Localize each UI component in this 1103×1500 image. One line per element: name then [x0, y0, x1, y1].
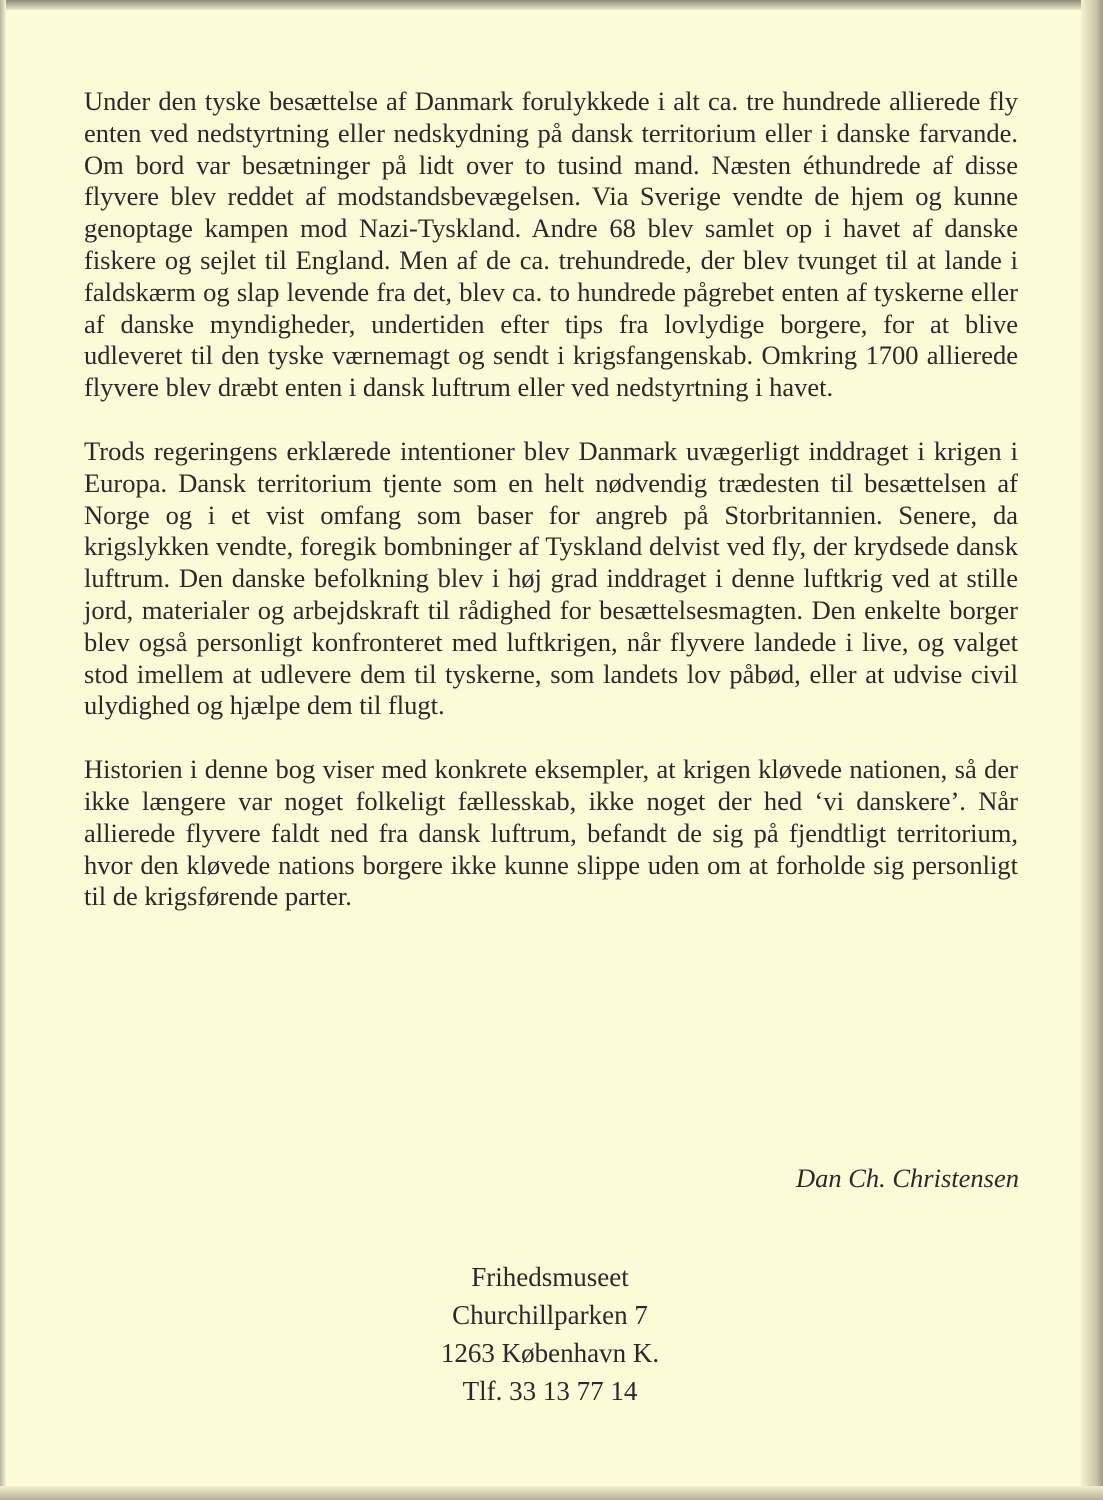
address-name: Frihedsmuseet — [471, 1262, 629, 1292]
blurb-text — [84, 86, 1018, 945]
address-city: 1263 København K. — [440, 1338, 660, 1368]
page-edge-top — [0, 0, 1103, 10]
address-phone: Tlf. 33 13 77 14 — [462, 1376, 638, 1406]
publisher-address — [350, 1258, 750, 1410]
page-edge-right — [1081, 0, 1103, 1500]
author-signature: Dan Ch. Christensen — [795, 1163, 1019, 1193]
address-street: Churchillparken 7 — [452, 1300, 648, 1330]
page-edge-left — [0, 0, 6, 1500]
page-edge-bottom — [0, 1486, 1103, 1500]
paragraph-3: Historien i denne bog viser med konkrete eksempler, at krigen kløvede nationen, så der ikke længere var noget folkeligt fællesskab, ikke noget der hed ‘vi danskere’. Når allierede flyvere faldt ned fra dansk luftrum, befandt de sig på fjendtligt territorium, hvor den kløvede nations borgere ikke kunne slippe uden om at forholde sig personligt til de krigsførende parter. — [84, 754, 1018, 912]
paragraph-1: Under den tyske besættelse af Danmark forulykkede i alt ca. tre hundrede allierede fly enten ved nedstyrtning eller nedskydning på dansk territorium eller i danske farvande. Om bord var besætninger på lidt over to tusind mand. Næsten éthundrede af disse flyvere blev reddet af modstandsbevægelsen. Via Sverige vendte de hjem og kunne genoptage kampen mod Nazi-Tyskland. Andre 68 blev samlet op i havet af danske fiskere og sejlet til England. Men af de ca. trehundrede, der blev tvunget til at lande i faldskærm og slap levende fra det, blev ca. to hundrede pågrebet enten af tyskerne eller af danske myndigheder, undertiden efter tips fra lovlydige borgere, for at blive udleveret til den tyske værnemagt og sendt i krigsfangenskab. Omkring 1700 allierede flyvere blev dræbt enten i dansk luftrum eller ved nedstyrtning i havet. — [84, 86, 1018, 403]
paragraph-2: Trods regeringens erklærede intentioner blev Danmark uvægerligt inddraget i krigen i Europa. Dansk territorium tjente som en helt nødvendig trædesten til besættelsen af Norge og i et vist omfang som baser for angreb på Storbritannien. Senere, da krigslykken vendte, foregik bombninger af Tyskland delvist ved fly, der krydsede dansk luftrum. Den danske befolkning blev i høj grad inddraget i denne luftkrig ved at stille jord, materialer og arbejdskraft til rådighed for besættelsesmagten. Den enkelte borger blev også personligt konfronteret med luftkrigen, når flyvere landede i live, og valget stod imellem at udlevere dem til tyskerne, som landets lov påbød, eller at udvise civil ulydighed og hjælpe dem til flugt. — [84, 435, 1018, 721]
